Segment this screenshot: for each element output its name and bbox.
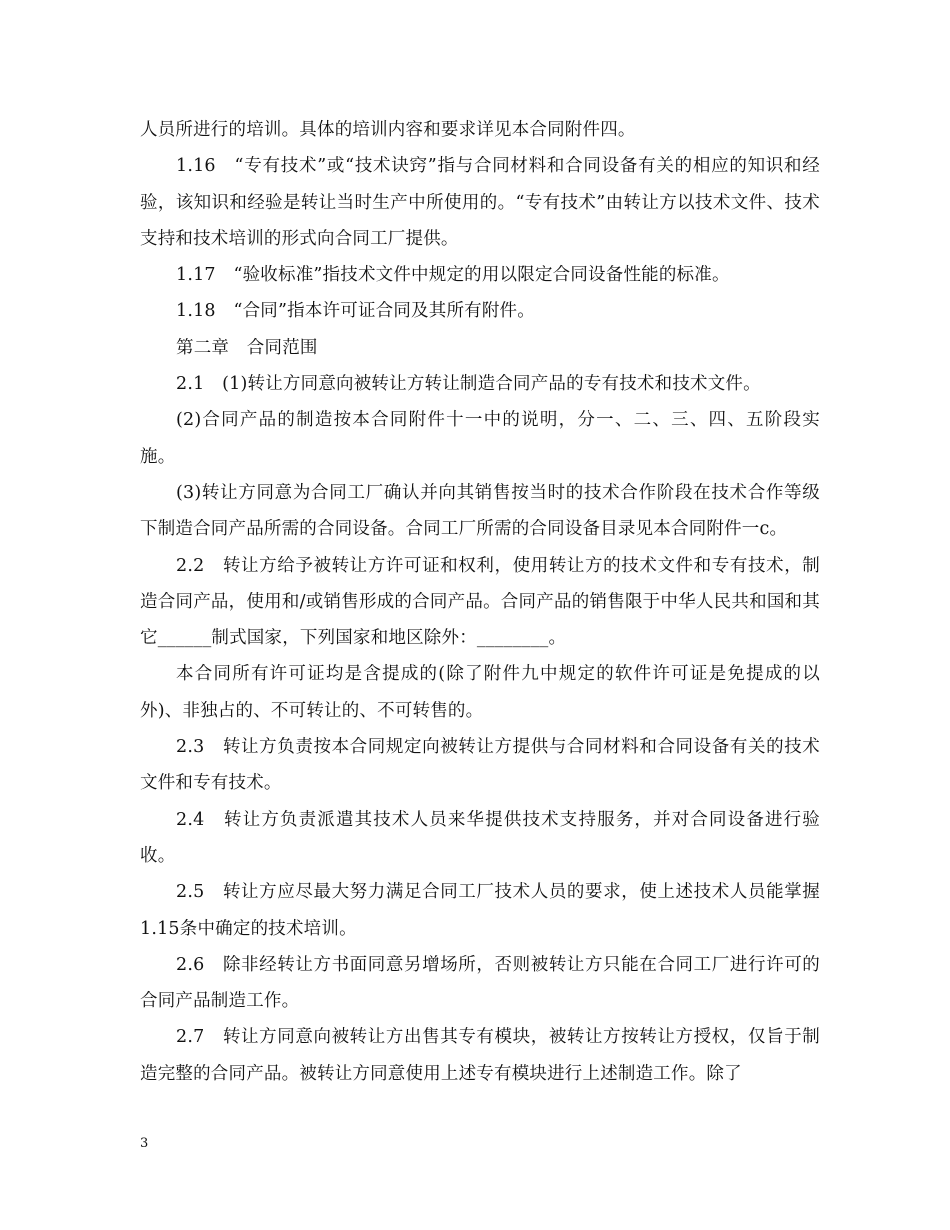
page-number: 3	[140, 1136, 149, 1151]
paragraph-2-5: 2.5 转让方应尽最大努力满足合同工厂技术人员的要求，使上述技术人员能掌握1.15条中确定的技术培训。	[140, 882, 820, 939]
paragraph-2-7: 2.7 转让方同意向被转让方出售其专有模块，被转让方按转让方授权，仅旨于制造完整的合同产品。被转让方同意使用上述专有模块进行上述制造工作。除了	[140, 1027, 820, 1084]
paragraph-2-1-2: (2)合同产品的制造按本合同附件十一中的说明，分一、二、三、四、五阶段实施。	[140, 410, 820, 467]
paragraph-2-4: 2.4 转让方负责派遣其技术人员来华提供技术支持服务，并对合同设备进行验收。	[140, 809, 820, 866]
paragraph-2-1-3: (3)转让方同意为合同工厂确认并向其销售按当时的技术合作阶段在技术合作等级下制造合同产品所需的合同设备。合同工厂所需的合同设备目录见本合同附件一c。	[140, 482, 820, 540]
paragraph-license-terms: 本合同所有许可证均是含提成的(除了附件九中规定的软件许可证是免提成的以外)、非独占的、不可转让的、不可转售的。	[140, 664, 820, 721]
chapter-heading: 第二章 合同范围	[176, 337, 318, 358]
document-body	[140, 112, 820, 1092]
paragraph-2-3: 2.3 转让方负责按本合同规定向被转让方提供与合同材料和合同设备有关的技术文件和专有技术。	[140, 737, 820, 794]
paragraph-1-18: 1.18 “合同”指本许可证合同及其所有附件。	[176, 301, 535, 322]
paragraph-2-2: 2.2 转让方给予被转让方许可证和权利，使用转让方的技术文件和专有技术，制造合同产品，使用和/或销售形成的合同产品。合同产品的销售限于中华人民共和国和其它______制式国家，下列国家和地区除外：________。	[140, 555, 820, 649]
paragraph-1-17: 1.17 “验收标准”指技术文件中规定的用以限定合同设备性能的标准。	[176, 265, 730, 286]
paragraph-2-1: 2.1 (1)转让方同意向被转让方转让制造合同产品的专有技术和技术文件。	[176, 374, 761, 395]
paragraph-2-6: 2.6 除非经转让方书面同意另增场所，否则被转让方只能在合同工厂进行许可的合同产品制造工作。	[140, 954, 820, 1012]
paragraph-1-16: 1.16 “专有技术”或“技术诀窍”指与合同材料和合同设备有关的相应的知识和经验，该知识和经验是转让当时生产中所使用的。“专有技术”由转让方以技术文件、技术支持和技术培训的形式向合同工厂提供。	[140, 156, 820, 249]
paragraph-training-continued: 人员所进行的培训。具体的培训内容和要求详见本合同附件四。	[140, 120, 636, 140]
